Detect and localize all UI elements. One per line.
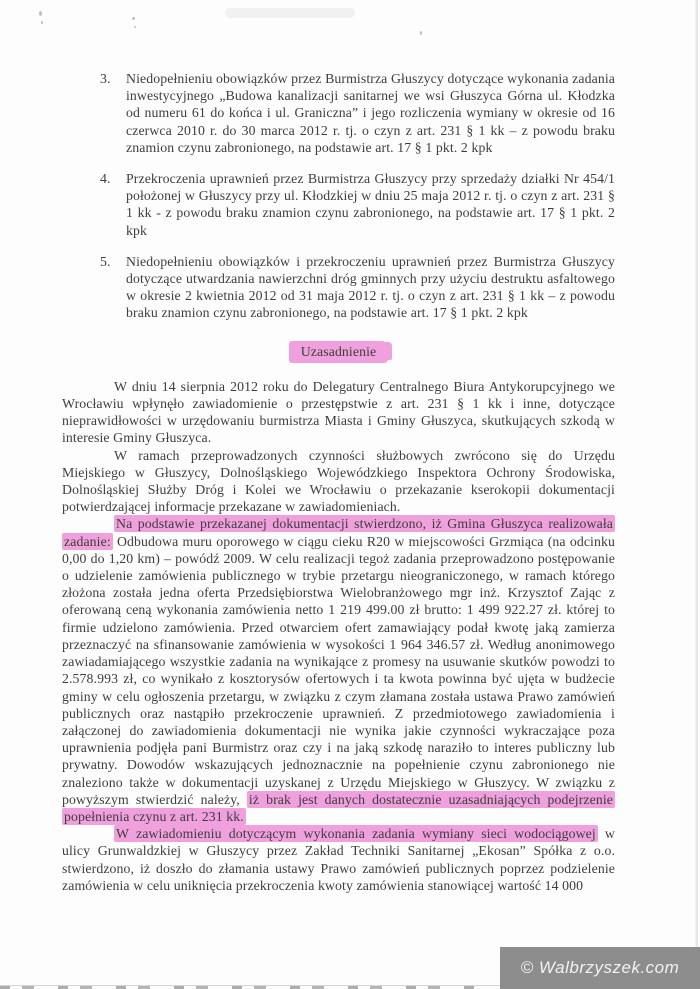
paragraph-text: W dniu 14 sierpnia 2012 roku do Delegatury Centralnego Biura Antykorupcyjnego we Wrocławiu wpłynęło zawiadomienie o przestępstwie z art. 231 § 1 kk i inne, dotyczące nieprawidłowości w urzędowaniu burmistrza Miasta i Gminy Głuszyca, skutkujących szkodą w interesie Gminy Głuszyca.: [62, 378, 615, 446]
list-item-number: 4.: [100, 171, 111, 187]
watermark: [500, 947, 700, 989]
highlighted-text: W zawiadomieniu dotyczącym wykonania zadania wymiany sieci wodociągowej: [116, 826, 596, 842]
scan-speck: [134, 26, 136, 28]
paragraph: [62, 825, 615, 894]
list-item-text: Niedopełnieniu obowiązków przez Burmistrza Głuszycy dotyczące wykonania zadania inwestycyjnego „Budowa kanalizacji sanitarnej we wsi Głuszyca Górna ul. Kłodzka od numeru 61 do końca i ul. Graniczna” i jego rozliczenia wymiany w okresie od 16 czerwca 2010 r. do 30 marca 2012 r. tj. o czyn z art. 231 § 1 kk – z powodu braku znamion czynu zabronionego, na podstawie art. 17 § 1 pkt. 2 kpk: [126, 71, 615, 155]
scan-edge-right: [695, 0, 698, 989]
scan-speck: [132, 17, 135, 20]
section-heading: Uzasadnienie: [289, 341, 389, 363]
highlighted-text: Na podstawie przekazanej dokumentacji stwierdzono, iż Gmina Głuszyca realizowała zadanie:: [64, 516, 613, 549]
paragraph: [62, 447, 615, 516]
section-heading-wrap: [62, 341, 615, 363]
scan-smudge: [225, 8, 355, 18]
watermark-text: © Walbrzyszek.com: [520, 958, 680, 977]
list-item: [100, 253, 615, 322]
document-content: [62, 70, 615, 894]
scan-speck: [39, 11, 42, 16]
paragraph-text: W ramach przeprowadzonych czynności służbowych zwrócono się do Urzędu Miejskiego w Głuszycy, Dolnośląskiego Wojewódzkiego Inspektora Ochrony Środowiska, Dolnośląskiej Służby Dróg i Kolei we Wrocławiu o przekazanie kserokopii dokumentacji potwierdzającej informacje przekazane w zawiadomieniach.: [62, 447, 615, 515]
list-item: [100, 170, 615, 239]
list-item: [100, 70, 615, 156]
paragraph-text: w ulicy Grunwaldzkiej w Głuszycy przez Zakład Techniki Sanitarnej „Ekosan” Spółka z o.o. stwierdzono, iż doszło do złamania ustawy Prawo zamówień publicznych poprzez podzielenie zamówienia w celu uniknięcia przekroczenia kwoty zamówienia stanowiącej wartość 14 000: [62, 826, 615, 893]
paragraph: [62, 515, 615, 825]
paragraph: [62, 378, 615, 447]
list-item-number: 3.: [100, 71, 111, 86]
highlighted-text: iż brak jest danych dostatecznie uzasadniających podejrzenie popełnienia czynu z art. 231 kk.: [64, 791, 613, 824]
list-item-text: Niedopełnieniu obowiązków i przekroczeniu uprawnień przez Burmistrza Głuszycy dotyczące utwardzania nawierzchni dróg gminnych przy użyciu destruktu asfaltowego w okresie 2 kwietnia 2012 od 31 maja 2012 r. tj. o czyn z art. 231 § 1 kk – z powodu braku znamion czynu zabronionego, na podstawie art. 17 § 1 pkt. 2 kpk: [126, 253, 615, 321]
scan-speck: [41, 21, 43, 24]
scan-speck: [420, 31, 422, 35]
paragraph-text: Odbudowa muru oporowego w ciągu cieku R20 w miejscowości Grzmiąca (na odcinku 0,00 do 1,20 km) – powódź 2009. W celu realizacji tegoż zadania przeprowadzono postępowanie o udzielenie zamówienia publicznego w trybie przetargu nieograniczonego, w ramach którego złożona została jedna oferta Przedsiębiorstwa Wielobranżowego mgr inż. Krzysztof Zając z oferowaną ceną wykonania zamówienia netto 1 219 499.00 zł brutto: 1 499 922.27 zł. której to firmie udzielono zamówienia. Przed otwarciem ofert zamawiający podał kwotę jaką zamierza przeznaczyć na sfinansowanie zamówienia w wysokości 1 964 346.57 zł. Według anonimowego zawiadamiającego wszystkie zadania na wynikające z promesy na usuwanie skutków powodzi to 2.578.993 zł, co wynikało z kosztorysów ofertowych i ta kwota powinna być ujęta w budżecie gminy w celu ogłoszenia przetargu, w związku z czym złamana została ustawa Prawo zamówień publicznych oraz nastąpiło przekroczenie uprawnień. Z przedmiotowego zawiadomienia i załączonej do zawiadomienia dokumentacji nie wynika jakie czynności wykraczające poza uprawnienia podjęła pani Burmistrz oraz czy i na jaką szkodę naraziło to interes publiczny lub prywatny. Dowodów wskazujących jednoznacznie na popełnienie czynu zabronionego nie znaleziono także w dokumentacji uzyskanej z Urzędu Miejskiego w Głuszycy. W związku z powyższym stwierdzić należy,: [62, 533, 615, 807]
list-item-number: 5.: [100, 253, 111, 269]
list-item-text: Przekroczenia uprawnień przez Burmistrza Głuszycy przy sprzedaży działki Nr 454/1 położonej w Głuszycy przy ul. Kłodzkiej w dniu 25 maja 2012 r. tj. o czyn z art. 231 § 1 kk - z powodu braku znamion czynu zabronionego, na podstawie art. 17 § 1 pkt. 2 kpk: [126, 171, 615, 238]
